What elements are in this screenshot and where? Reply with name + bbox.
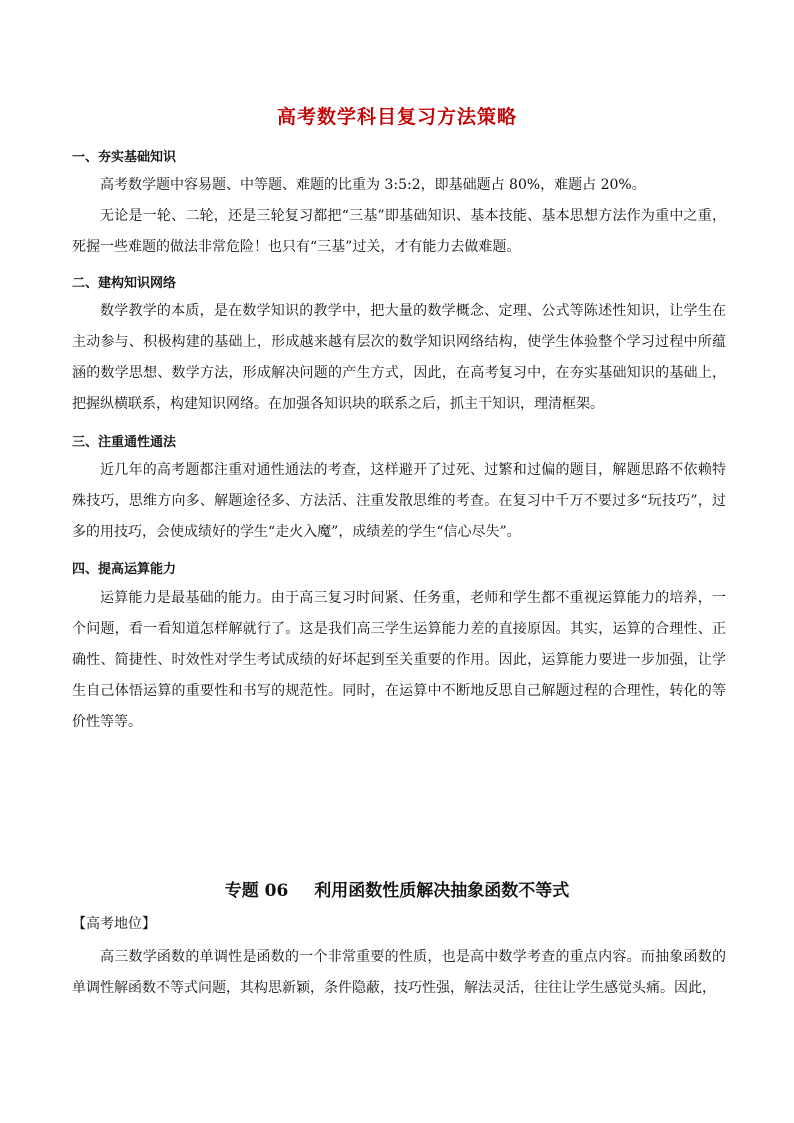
section-3-heading: 三、注重通性通法: [72, 435, 177, 450]
topic-name: 利用函数性质解决抽象函数不等式: [314, 881, 570, 901]
section-1-paragraph-1: 高考数学题中容易题、中等题、难题的比重为 3:5:2，即基础题占 80%，难题占 20%。: [100, 177, 646, 193]
section-3-paragraph-1: 近几年的高考题都注重对通性通法的考查，这样避开了过死、过繁和过偏的题目，解题思路不依赖特殊技巧，思维方向多、解题途径多、方法活、注重发散思维的考查。在复习中千万不要过多“玩技巧”，过多的用技巧，会使成绩好的学生“走火入魔”，成绩差的学生“信心尽失”。: [72, 462, 726, 540]
exam-position-label: 【高考地位】: [72, 916, 156, 932]
section-2-heading: 二、建构知识网络: [72, 276, 177, 291]
section-4-paragraph-1: 运算能力是最基础的能力。由于高三复习时间紧、任务重，老师和学生都不重视运算能力的培养，一个问题，看一看知道怎样解就行了。这是我们高三学生运算能力差的直接原因。其实，运算的合理性、正确性、简捷性、时效性对学生考试成绩的好坏起到至关重要的作用。因此，运算能力要进一步加强，让学生自己体悟运算的重要性和书写的规范性。同时，在运算中不断地反思自己解题过程的合理性，转化的等价性等等。: [72, 590, 726, 730]
page-title: 高考数学科目复习方法策略: [276, 106, 517, 128]
topic-number: 专题 06: [224, 881, 289, 901]
section-1-heading: 一、夯实基础知识: [72, 150, 177, 165]
section-2-paragraph-1: 数学教学的本质，是在数学知识的教学中，把大量的数学概念、定理、公式等陈述性知识，让学生在主动参与、积极构建的基础上，形成越来越有层次的数学知识网络结构，使学生体验整个学习过程中所蕴涵的数学思想、数学方法，形成解决问题的产生方式，因此，在高考复习中，在夯实基础知识的基础上，把握纵横联系，构建知识网络。在加强各知识块的联系之后，抓主干知识，理清框架。: [72, 303, 726, 412]
topic-paragraph: 高三数学函数的单调性是函数的一个非常重要的性质，也是高中数学考查的重点内容。而抽象函数的单调性解函数不等式问题，其构思新颖，条件隐蔽，技巧性强，解法灵活，往往让学生感觉头痛。因此，: [72, 949, 726, 996]
section-1-paragraph-2: 无论是一轮、二轮，还是三轮复习都把“三基”即基础知识、基本技能、基本思想方法作为重中之重，死握一些难题的做法非常危险！也只有“三基”过关，才有能力去做难题。: [72, 208, 726, 255]
topic-title: [0, 876, 794, 901]
section-4-heading: 四、提高运算能力: [72, 562, 177, 577]
